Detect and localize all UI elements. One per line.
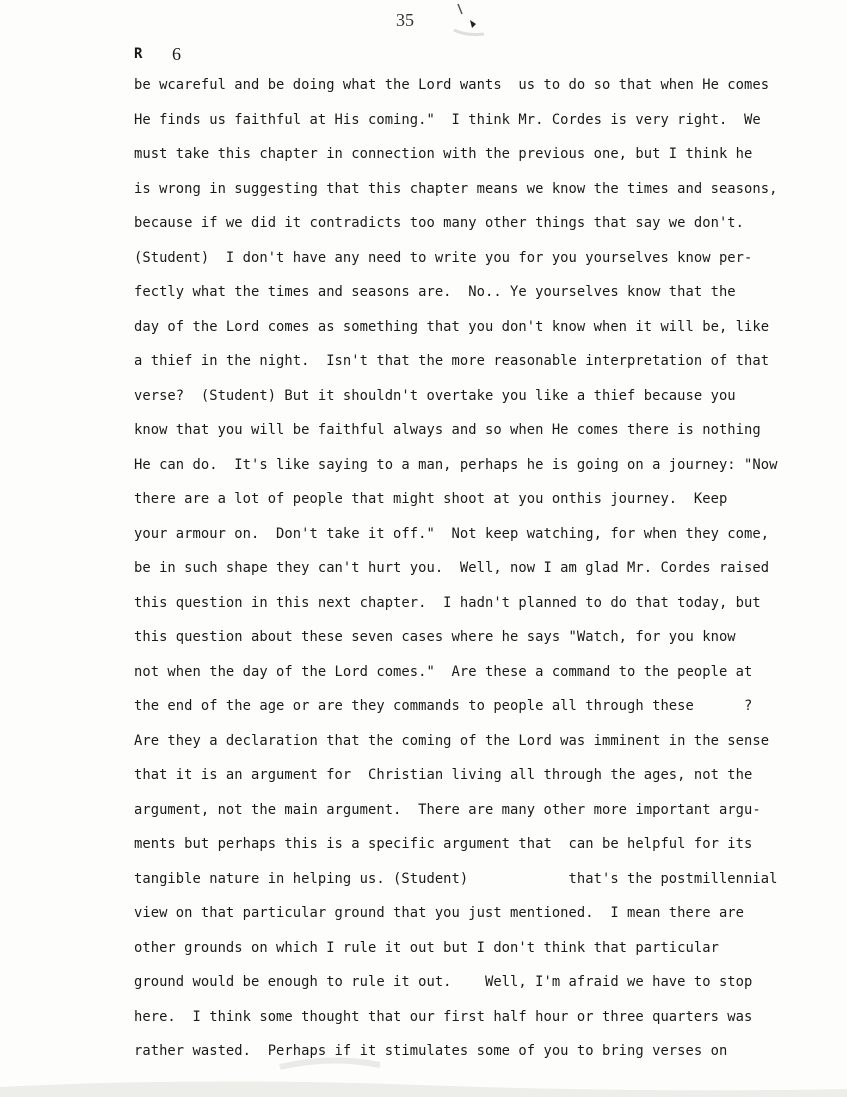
section-mark: R [134,46,143,62]
text-line: is wrong in suggesting that this chapter means we know the times and seasons, [134,180,778,197]
text-line: know that you will be faithful always and so when He comes there is nothing [134,422,761,438]
text-line: tangible nature in helping us. (Student) that's the postmillennial [134,870,778,887]
page-number: 35 [396,10,414,30]
text-line: your armour on. Don't take it off." Not keep watching, for when they come, [134,525,770,542]
text-line: rather wasted. Perhaps if it stimulates some of you to bring verses on [134,1043,728,1059]
text-line: verse? (Student) But it shouldn't overtake you like a thief because you [134,387,736,404]
text-line: (Student) I don't have any need to write you for you yourselves know per- [134,249,753,266]
text-line: ments but perhaps this is a specific argument that can be helpful for its [134,836,753,852]
text-line: must take this chapter in connection with the previous one, but I think he [134,146,753,162]
section-number: 6 [172,44,181,64]
text-line: this question about these seven cases where he says "Watch, for you know [134,629,736,645]
text-line: be in such shape they can't hurt you. Well, now I am glad Mr. Cordes raised [134,560,770,576]
text-line: Are they a declaration that the coming of the Lord was imminent in the sense [134,732,770,749]
text-line: here. I think some thought that our first half hour or three quarters was [134,1008,753,1025]
text-line: a thief in the night. Isn't that the more reasonable interpretation of that [134,353,770,369]
text-line: He can do. It's like saying to a man, perhaps he is going on a journey: "Now [134,456,778,473]
scan-smudge [0,1037,847,1097]
text-line: fectly what the times and seasons are. No.. Ye yourselves know that the [134,284,736,300]
text-line: this question in this next chapter. I hadn't planned to do that today, but [134,594,761,611]
text-line: not when the day of the Lord comes." Are these a command to the people at [134,663,753,680]
text-line: He finds us faithful at His coming." I think Mr. Cordes is very right. We [134,111,761,128]
text-line: there are a lot of people that might shoot at you onthis journey. Keep [134,491,728,507]
text-line: be wcareful and be doing what the Lord wants us to do so that when He comes [134,77,770,93]
text-line: view on that particular ground that you just mentioned. I mean there are [134,905,745,921]
text-line: that it is an argument for Christian living all through the ages, not the [134,767,753,783]
body-text [134,73,824,1074]
text-line: other grounds on which I rule it out but I don't think that particular [134,939,719,956]
text-line: ground would be enough to rule it out. Well, I'm afraid we have to stop [134,974,753,990]
text-line: the end of the age or are they commands to people all through these ? [134,698,753,714]
pen-mark-icon [452,0,492,40]
text-line: because if we did it contradicts too many other things that say we don't. [134,215,745,231]
text-line: day of the Lord comes as something that you don't know when it will be, like [134,318,770,335]
text-line: argument, not the main argument. There are many other more important argu- [134,801,761,818]
